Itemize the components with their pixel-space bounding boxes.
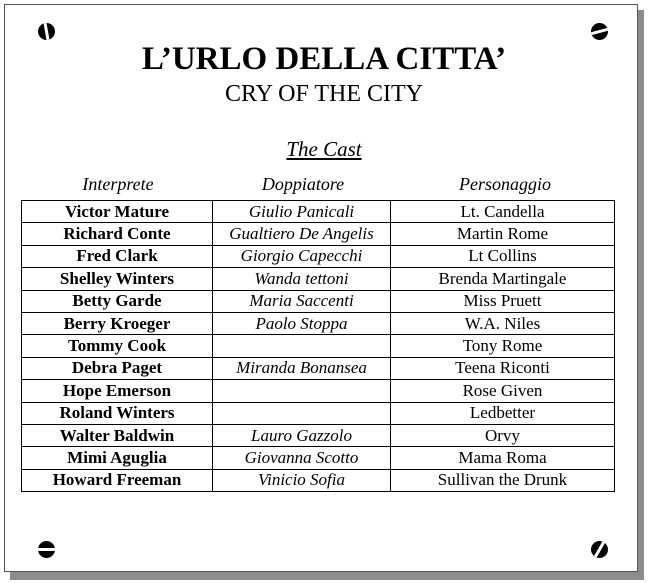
actor-cell: Howard Freeman [22,469,213,491]
actor-cell: Berry Kroeger [22,312,213,334]
character-cell: Martin Rome [391,223,615,245]
column-header-character: Personaggio [459,174,551,194]
section-title: The Cast [286,137,362,161]
table-row [22,335,615,357]
character-cell: Tony Rome [391,335,615,357]
screw-icon [38,541,55,558]
screw-icon [591,23,608,40]
dubber-cell: Miranda Bonansea [213,357,391,379]
dubber-cell: Giulio Panicali [213,201,391,223]
dubber-cell: Vinicio Sofia [213,469,391,491]
table-row [22,357,615,379]
actor-cell: Hope Emerson [22,380,213,402]
column-header-dubber: Doppiatore [261,174,345,194]
character-cell: Mama Roma [391,447,615,469]
table-row [22,312,615,334]
column-header-actor: Interprete [82,174,154,194]
dubber-cell: Giovanna Scotto [213,447,391,469]
dubber-cell [213,380,391,402]
table-row [22,469,615,491]
dubber-cell: Lauro Gazzolo [213,424,391,446]
character-cell: Miss Pruett [391,290,615,312]
actor-cell: Walter Baldwin [22,424,213,446]
table-row [22,380,615,402]
character-cell: W.A. Niles [391,312,615,334]
actor-cell: Richard Conte [22,223,213,245]
dubber-cell: Wanda tettoni [213,268,391,290]
table-row [22,201,615,223]
actor-cell: Victor Mature [22,201,213,223]
screw-icon [591,541,608,558]
character-cell: Brenda Martingale [391,268,615,290]
table-row [22,402,615,424]
actor-cell: Mimi Aguglia [22,447,213,469]
cast-table [21,200,615,492]
character-cell: Orvy [391,424,615,446]
actor-cell: Roland Winters [22,402,213,424]
dubber-cell [213,402,391,424]
table-row [22,424,615,446]
dubber-cell: Maria Saccenti [213,290,391,312]
dubber-cell: Gualtiero De Angelis [213,223,391,245]
character-cell: Ledbetter [391,402,615,424]
dubber-cell: Giorgio Capecchi [213,245,391,267]
character-cell: Lt Collins [391,245,615,267]
character-cell: Rose Given [391,380,615,402]
table-row [22,447,615,469]
dubber-cell: Paolo Stoppa [213,312,391,334]
page-subtitle: CRY OF THE CITY [224,81,424,107]
actor-cell: Shelley Winters [22,268,213,290]
actor-cell: Fred Clark [22,245,213,267]
actor-cell: Debra Paget [22,357,213,379]
page-title: L’URLO DELLA CITTA’ [141,41,507,77]
character-cell: Lt. Candella [391,201,615,223]
character-cell: Sullivan the Drunk [391,469,615,491]
table-row [22,245,615,267]
table-row [22,290,615,312]
actor-cell: Tommy Cook [22,335,213,357]
character-cell: Teena Riconti [391,357,615,379]
table-row [22,268,615,290]
dubber-cell [213,335,391,357]
screw-icon [38,23,55,40]
actor-cell: Betty Garde [22,290,213,312]
table-row [22,223,615,245]
